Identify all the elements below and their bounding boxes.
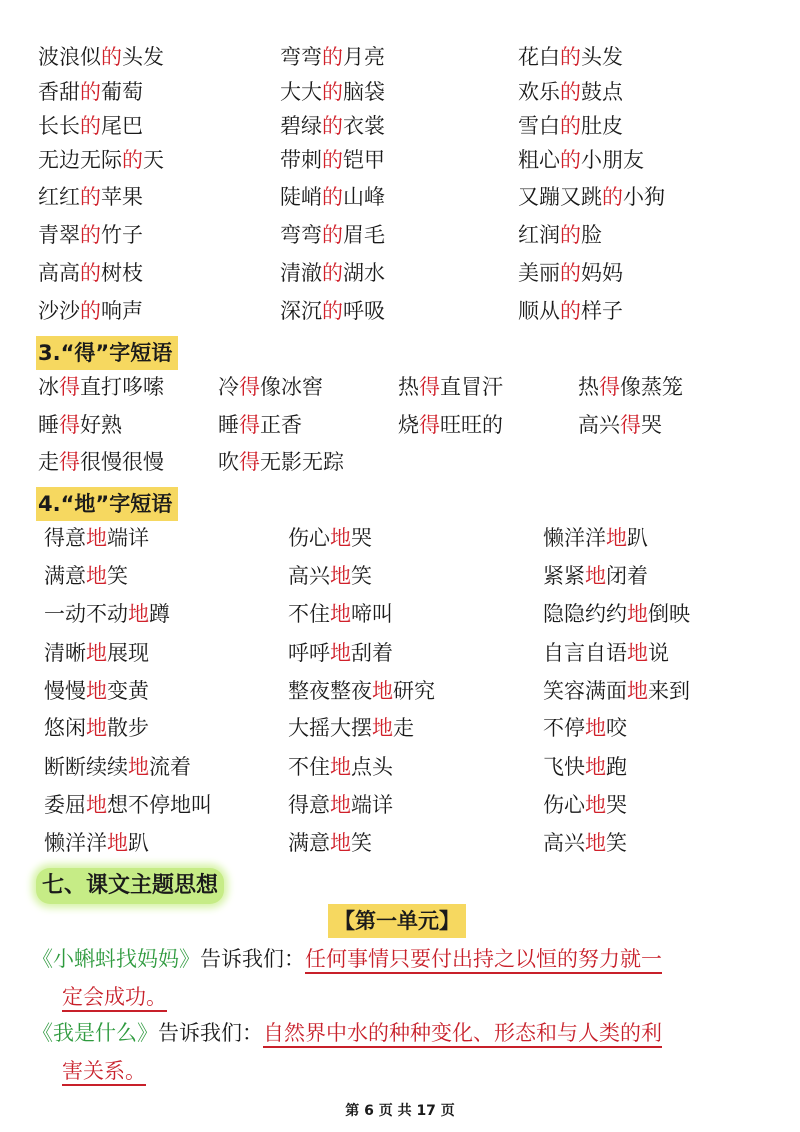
phrase-text: 飞快 xyxy=(543,755,585,779)
phrase xyxy=(44,713,149,743)
phrase xyxy=(280,258,385,288)
phrase-row xyxy=(0,42,800,76)
phrase-text: 隐隐约约 xyxy=(543,602,627,626)
keyword-char: 的 xyxy=(602,185,623,209)
keyword-char: 的 xyxy=(322,148,343,172)
phrase-row xyxy=(0,752,800,786)
phrase-text: 笑 xyxy=(351,831,372,855)
phrase xyxy=(218,410,302,440)
phrase xyxy=(398,410,503,440)
keyword-char: 地 xyxy=(606,526,627,550)
phrase-text: 湖水 xyxy=(343,261,385,285)
phrase-text: 刮着 xyxy=(351,641,393,665)
keyword-char: 地 xyxy=(330,602,351,626)
phrase-text: 陡峭 xyxy=(280,185,322,209)
keyword-char: 的 xyxy=(560,114,581,138)
phrase xyxy=(38,258,143,288)
phrase xyxy=(44,676,149,706)
keyword-char: 得 xyxy=(59,450,80,474)
phrase-text: 弯弯 xyxy=(280,45,322,69)
phrase-text: 脑袋 xyxy=(343,80,385,104)
phrase xyxy=(38,182,143,212)
phrase-text: 冰 xyxy=(38,375,59,399)
keyword-char: 的 xyxy=(322,261,343,285)
page-footer: 第 6 页 共 17 页 xyxy=(345,1103,455,1119)
keyword-char: 的 xyxy=(122,148,143,172)
phrase-text: 倒映 xyxy=(648,602,690,626)
keyword-char: 地 xyxy=(627,679,648,703)
phrase-text: 哭 xyxy=(641,413,662,437)
phrase-text: 像蒸笼 xyxy=(620,375,683,399)
keyword-char: 地 xyxy=(107,831,128,855)
keyword-char: 的 xyxy=(560,223,581,247)
phrase xyxy=(288,752,393,782)
keyword-char: 得 xyxy=(620,413,641,437)
phrase-text: 肚皮 xyxy=(581,114,623,138)
keyword-char: 的 xyxy=(80,185,101,209)
phrase xyxy=(38,410,122,440)
phrase-text: 得意 xyxy=(288,793,330,817)
keyword-char: 地 xyxy=(128,602,149,626)
theme-item xyxy=(32,940,762,1016)
phrase-text: 直打哆嗦 xyxy=(80,375,164,399)
phrase xyxy=(543,599,690,629)
keyword-char: 地 xyxy=(86,641,107,665)
phrase xyxy=(288,523,372,553)
phrase-text: 青翠 xyxy=(38,223,80,247)
phrase-text: 哭 xyxy=(351,526,372,550)
phrase-text: 红润 xyxy=(518,223,560,247)
phrase-text: 笑容满面 xyxy=(543,679,627,703)
keyword-char: 的 xyxy=(80,114,101,138)
phrase xyxy=(38,372,164,402)
phrase xyxy=(38,77,143,107)
phrase-text: 端详 xyxy=(107,526,149,550)
phrase xyxy=(38,111,143,141)
phrase-text: 小朋友 xyxy=(581,148,644,172)
theme-message-cont: 定会成功。 xyxy=(62,985,167,1012)
keyword-char: 地 xyxy=(330,755,351,779)
phrase-text: 旺旺的 xyxy=(440,413,503,437)
phrase-text: 变黄 xyxy=(107,679,149,703)
theme-message: 自然界中水的种种变化、形态和与人类的利 xyxy=(263,1021,662,1048)
keyword-char: 的 xyxy=(322,223,343,247)
keyword-char: 得 xyxy=(59,413,80,437)
phrase-row xyxy=(0,599,800,633)
phrase-text: 波浪似 xyxy=(38,45,101,69)
phrase-text: 竹子 xyxy=(101,223,143,247)
phrase xyxy=(280,42,385,72)
phrase xyxy=(44,599,170,629)
phrase-text: 头发 xyxy=(122,45,164,69)
phrase-text: 不住 xyxy=(288,602,330,626)
phrase-row xyxy=(0,77,800,111)
phrase-text: 雪白 xyxy=(518,114,560,138)
phrase xyxy=(543,676,690,706)
keyword-char: 得 xyxy=(239,413,260,437)
phrase-text: 山峰 xyxy=(343,185,385,209)
phrase-text: 苹果 xyxy=(101,185,143,209)
phrase-text: 正香 xyxy=(260,413,302,437)
phrase-text: 说 xyxy=(648,641,669,665)
keyword-char: 的 xyxy=(322,185,343,209)
keyword-char: 地 xyxy=(86,564,107,588)
phrase-text: 清澈 xyxy=(280,261,322,285)
phrase-text: 欢乐 xyxy=(518,80,560,104)
keyword-char: 地 xyxy=(86,793,107,817)
phrase-text: 美丽 xyxy=(518,261,560,285)
phrase xyxy=(518,145,644,175)
phrase xyxy=(518,42,623,72)
keyword-char: 地 xyxy=(585,755,606,779)
phrase xyxy=(543,523,648,553)
phrase-row xyxy=(0,676,800,710)
phrase xyxy=(543,752,627,782)
keyword-char: 的 xyxy=(322,80,343,104)
phrase-text: 热 xyxy=(398,375,419,399)
phrase-text: 点头 xyxy=(351,755,393,779)
phrase xyxy=(38,42,164,72)
phrase-row xyxy=(0,561,800,595)
phrase-text: 呼吸 xyxy=(343,299,385,323)
phrase-text: 花白 xyxy=(518,45,560,69)
phrase-text: 大大 xyxy=(280,80,322,104)
phrase xyxy=(543,561,648,591)
phrase-text: 哭 xyxy=(606,793,627,817)
keyword-char: 的 xyxy=(560,45,581,69)
keyword-char: 地 xyxy=(585,564,606,588)
phrase xyxy=(578,410,662,440)
phrase-text: 想不停地叫 xyxy=(107,793,212,817)
keyword-char: 地 xyxy=(372,679,393,703)
phrase-text: 呼呼 xyxy=(288,641,330,665)
phrase-text: 月亮 xyxy=(343,45,385,69)
phrase-text: 深沉 xyxy=(280,299,322,323)
phrase-text: 满意 xyxy=(288,831,330,855)
phrase-row xyxy=(0,828,800,862)
keyword-char: 地 xyxy=(86,679,107,703)
keyword-char: 得 xyxy=(239,450,260,474)
phrase-text: 高兴 xyxy=(543,831,585,855)
theme-message: 任何事情只要付出持之以恒的努力就一 xyxy=(305,947,662,974)
phrase xyxy=(288,676,435,706)
phrase-text: 铠甲 xyxy=(343,148,385,172)
phrase-text: 带刺 xyxy=(280,148,322,172)
phrase xyxy=(288,713,414,743)
phrase-text: 妈妈 xyxy=(581,261,623,285)
keyword-char: 地 xyxy=(585,793,606,817)
phrase-text: 样子 xyxy=(581,299,623,323)
phrase-text: 烧 xyxy=(398,413,419,437)
phrase-text: 咬 xyxy=(606,716,627,740)
phrase-text: 冷 xyxy=(218,375,239,399)
phrase xyxy=(288,828,372,858)
phrase-text: 闭着 xyxy=(606,564,648,588)
phrase-text: 走 xyxy=(38,450,59,474)
phrase-text: 趴 xyxy=(627,526,648,550)
keyword-char: 的 xyxy=(80,80,101,104)
phrase-text: 长长 xyxy=(38,114,80,138)
keyword-char: 地 xyxy=(627,641,648,665)
keyword-char: 地 xyxy=(330,564,351,588)
phrase-text: 小狗 xyxy=(623,185,665,209)
phrase-text: 懒洋洋 xyxy=(44,831,107,855)
phrase-text: 顺从 xyxy=(518,299,560,323)
phrase-text: 蹲 xyxy=(149,602,170,626)
phrase xyxy=(518,111,623,141)
phrase-text: 笑 xyxy=(107,564,128,588)
phrase-row xyxy=(0,523,800,557)
phrase xyxy=(518,296,623,326)
lesson-title: 《小蝌蚪找妈妈》 xyxy=(32,947,200,971)
phrase-text: 满意 xyxy=(44,564,86,588)
section-3-heading: 3.“得”字短语 xyxy=(36,336,178,370)
phrase-text: 笑 xyxy=(606,831,627,855)
phrase-text: 像冰窖 xyxy=(260,375,323,399)
phrase-row xyxy=(0,638,800,672)
phrase-text: 脸 xyxy=(581,223,602,247)
phrase-row xyxy=(0,447,800,481)
keyword-char: 地 xyxy=(128,755,149,779)
phrase-text: 高高 xyxy=(38,261,80,285)
phrase-text: 不住 xyxy=(288,755,330,779)
phrase-text: 来到 xyxy=(648,679,690,703)
phrase-row xyxy=(0,372,800,406)
keyword-char: 地 xyxy=(585,831,606,855)
phrase-text: 衣裳 xyxy=(343,114,385,138)
keyword-char: 得 xyxy=(419,375,440,399)
theme-message-cont: 害关系。 xyxy=(62,1059,146,1086)
phrase xyxy=(44,638,149,668)
keyword-char: 地 xyxy=(372,716,393,740)
connector-text: 告诉我们： xyxy=(158,1021,263,1045)
phrase-text: 不停 xyxy=(543,716,585,740)
section-7-heading: 七、课文主题思想 xyxy=(36,868,224,904)
phrase-text: 散步 xyxy=(107,716,149,740)
phrase xyxy=(288,599,393,629)
phrase xyxy=(578,372,683,402)
phrase xyxy=(38,220,143,250)
phrase-text: 葡萄 xyxy=(101,80,143,104)
phrase-text: 整夜整夜 xyxy=(288,679,372,703)
phrase-text: 红红 xyxy=(38,185,80,209)
phrase-text: 睡 xyxy=(38,413,59,437)
phrase-text: 走 xyxy=(393,716,414,740)
phrase-text: 高兴 xyxy=(288,564,330,588)
keyword-char: 地 xyxy=(627,602,648,626)
phrase xyxy=(218,447,344,477)
phrase xyxy=(280,145,385,175)
phrase xyxy=(288,561,372,591)
phrase xyxy=(280,77,385,107)
keyword-char: 地 xyxy=(330,641,351,665)
phrase xyxy=(543,638,669,668)
lesson-title: 《我是什么》 xyxy=(32,1021,158,1045)
phrase-text: 响声 xyxy=(101,299,143,323)
phrase xyxy=(44,828,149,858)
phrase-text: 研究 xyxy=(393,679,435,703)
phrase-text: 悠闲 xyxy=(44,716,86,740)
phrase-text: 大摇大摆 xyxy=(288,716,372,740)
phrase-text: 懒洋洋 xyxy=(543,526,606,550)
phrase-text: 无影无踪 xyxy=(260,450,344,474)
keyword-char: 地 xyxy=(585,716,606,740)
phrase-text: 啼叫 xyxy=(351,602,393,626)
keyword-char: 的 xyxy=(560,261,581,285)
phrase-text: 粗心 xyxy=(518,148,560,172)
phrase-row xyxy=(0,111,800,145)
keyword-char: 地 xyxy=(86,716,107,740)
phrase-text: 得意 xyxy=(44,526,86,550)
phrase-text: 高兴 xyxy=(578,413,620,437)
phrase-text: 天 xyxy=(143,148,164,172)
phrase xyxy=(518,182,665,212)
keyword-char: 的 xyxy=(101,45,122,69)
phrase xyxy=(44,523,149,553)
phrase xyxy=(44,752,191,782)
phrase-text: 跑 xyxy=(606,755,627,779)
keyword-char: 得 xyxy=(599,375,620,399)
phrase xyxy=(38,296,143,326)
keyword-char: 地 xyxy=(330,793,351,817)
phrase-text: 伤心 xyxy=(288,526,330,550)
phrase-text: 树枝 xyxy=(101,261,143,285)
phrase-text: 眉毛 xyxy=(343,223,385,247)
phrase-text: 展现 xyxy=(107,641,149,665)
phrase-row xyxy=(0,410,800,444)
keyword-char: 的 xyxy=(80,261,101,285)
phrase-text: 睡 xyxy=(218,413,239,437)
phrase xyxy=(280,296,385,326)
phrase-text: 碧绿 xyxy=(280,114,322,138)
theme-item xyxy=(32,1014,762,1090)
phrase-row xyxy=(0,220,800,254)
phrase xyxy=(288,638,393,668)
phrase-row xyxy=(0,182,800,216)
phrase-row xyxy=(0,145,800,179)
phrase-text: 慢慢 xyxy=(44,679,86,703)
keyword-char: 的 xyxy=(80,299,101,323)
phrase-row xyxy=(0,790,800,824)
phrase-text: 又蹦又跳 xyxy=(518,185,602,209)
keyword-char: 的 xyxy=(560,148,581,172)
keyword-char: 地 xyxy=(330,526,351,550)
phrase-text: 头发 xyxy=(581,45,623,69)
phrase xyxy=(280,182,385,212)
phrase-text: 自言自语 xyxy=(543,641,627,665)
keyword-char: 得 xyxy=(419,413,440,437)
keyword-char: 的 xyxy=(322,299,343,323)
phrase-text: 沙沙 xyxy=(38,299,80,323)
phrase-text: 直冒汗 xyxy=(440,375,503,399)
phrase-text: 清晰 xyxy=(44,641,86,665)
keyword-char: 的 xyxy=(560,80,581,104)
unit-label: 【第一单元】 xyxy=(328,904,466,938)
phrase xyxy=(518,77,623,107)
phrase xyxy=(38,145,164,175)
phrase-text: 无边无际 xyxy=(38,148,122,172)
phrase xyxy=(543,790,627,820)
phrase-text: 鼓点 xyxy=(581,80,623,104)
phrase xyxy=(398,372,503,402)
phrase-text: 热 xyxy=(578,375,599,399)
connector-text: 告诉我们： xyxy=(200,947,305,971)
phrase xyxy=(218,372,323,402)
phrase-text: 很慢很慢 xyxy=(80,450,164,474)
phrase-row xyxy=(0,713,800,747)
phrase-text: 紧紧 xyxy=(543,564,585,588)
keyword-char: 地 xyxy=(86,526,107,550)
phrase-text: 一动不动 xyxy=(44,602,128,626)
keyword-char: 得 xyxy=(59,375,80,399)
phrase xyxy=(518,258,623,288)
phrase xyxy=(543,828,627,858)
phrase-text: 委屈 xyxy=(44,793,86,817)
phrase-text: 弯弯 xyxy=(280,223,322,247)
keyword-char: 得 xyxy=(239,375,260,399)
phrase-text: 吹 xyxy=(218,450,239,474)
phrase-text: 笑 xyxy=(351,564,372,588)
phrase xyxy=(280,111,385,141)
phrase-text: 尾巴 xyxy=(101,114,143,138)
phrase-text: 好熟 xyxy=(80,413,122,437)
phrase xyxy=(38,447,164,477)
phrase-text: 端详 xyxy=(351,793,393,817)
phrase-text: 断断续续 xyxy=(44,755,128,779)
phrase-row xyxy=(0,258,800,292)
section-4-heading: 4.“地”字短语 xyxy=(36,487,178,521)
keyword-char: 的 xyxy=(80,223,101,247)
phrase xyxy=(280,220,385,250)
phrase xyxy=(543,713,627,743)
phrase-text: 伤心 xyxy=(543,793,585,817)
phrase xyxy=(44,561,128,591)
keyword-char: 的 xyxy=(322,114,343,138)
phrase-row xyxy=(0,296,800,330)
keyword-char: 的 xyxy=(322,45,343,69)
phrase xyxy=(44,790,212,820)
keyword-char: 的 xyxy=(560,299,581,323)
phrase-text: 趴 xyxy=(128,831,149,855)
phrase-text: 香甜 xyxy=(38,80,80,104)
phrase-text: 流着 xyxy=(149,755,191,779)
phrase xyxy=(288,790,393,820)
keyword-char: 地 xyxy=(330,831,351,855)
phrase xyxy=(518,220,602,250)
